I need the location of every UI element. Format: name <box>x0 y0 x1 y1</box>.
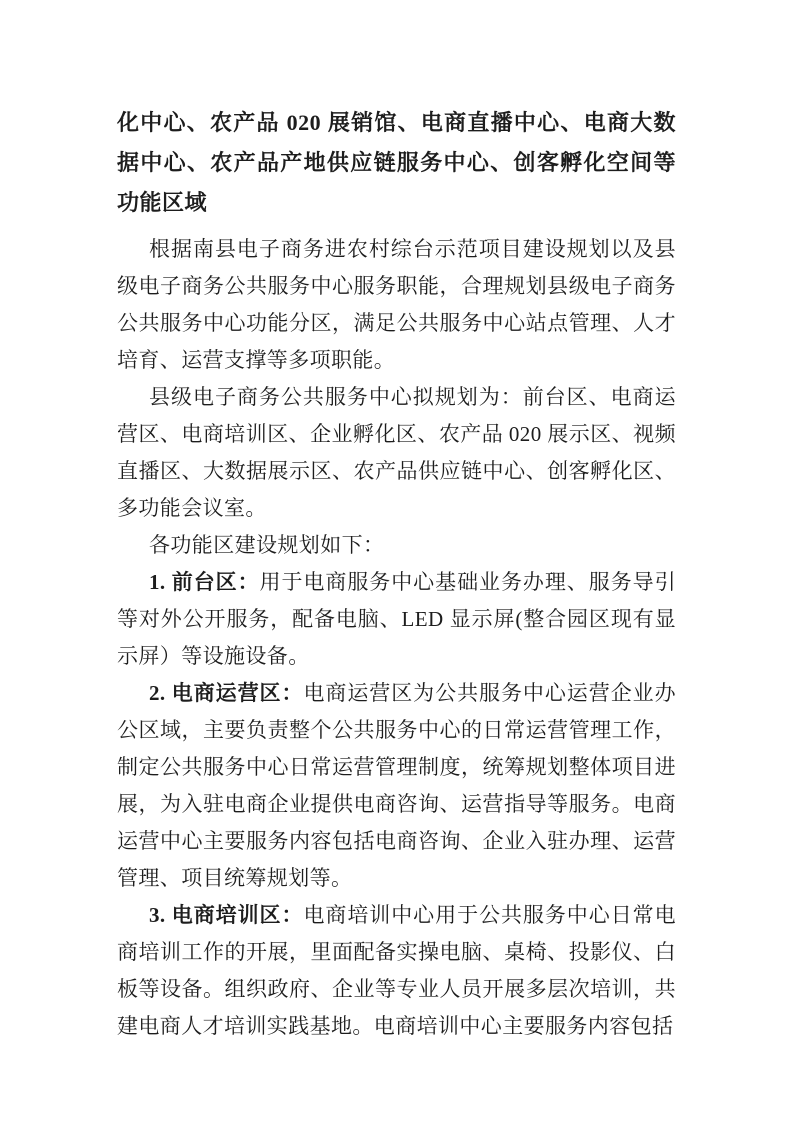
paragraph <box>117 527 676 564</box>
paragraph-text: 用于电商服务中心基础业务办理、服务导引等对外公开服务，配备电脑、LED 显示屏(整合园区现有显示屏）等设施设备。 <box>117 570 676 668</box>
paragraph <box>117 231 676 379</box>
section-heading-continued: 化中心、农产品 020 展销馆、电商直播中心、电商大数据中心、农产品产地供应链服务中心、创客孵化空间等功能区域 <box>117 110 676 215</box>
paragraph-label: 2. 电商运营区： <box>149 681 304 705</box>
paragraph-front-desk-zone <box>117 564 676 675</box>
paragraph-text: 各功能区建设规划如下： <box>149 533 385 557</box>
page-content <box>117 103 676 1045</box>
paragraph <box>117 379 676 527</box>
paragraph-text: 根据南县电子商务进农村综台示范项目建设规划以及县级电子商务公共服务中心服务职能，合理规划县级电子商务公共服务中心功能分区，满足公共服务中心站点管理、人才培育、运营支撑等多项职能。 <box>117 237 676 372</box>
paragraph-text: 电商运营区为公共服务中心运营企业办公区域，主要负责整个公共服务中心的日常运营管理工作，制定公共服务中心日常运营管理制度，统筹规划整体项目进展，为入驻电商企业提供电商咨询、运营指导等服务。电商运营中心主要服务内容包括电商咨询、企业入驻办理、运营管理、项目统筹规划等。 <box>117 681 676 890</box>
paragraph-ecommerce-training-zone <box>117 897 676 1045</box>
paragraph-label: 3. 电商培训区： <box>149 903 304 927</box>
paragraph-ecommerce-operation-zone <box>117 675 676 897</box>
paragraph-text: 县级电子商务公共服务中心拟规划为：前台区、电商运营区、电商培训区、企业孵化区、农产品 020 展示区、视频直播区、大数据展示区、农产品供应链中心、创客孵化区、多功能会议室。 <box>117 385 676 520</box>
paragraph-text: 电商培训中心用于公共服务中心日常电商培训工作的开展，里面配备实操电脑、桌椅、投影仪、白板等设备。组织政府、企业等专业人员开展多层次培训，共建电商人才培训实践基地。电商培训中心主要服务内容包括 <box>117 903 676 1038</box>
paragraph-label: 1. 前台区： <box>149 570 260 594</box>
